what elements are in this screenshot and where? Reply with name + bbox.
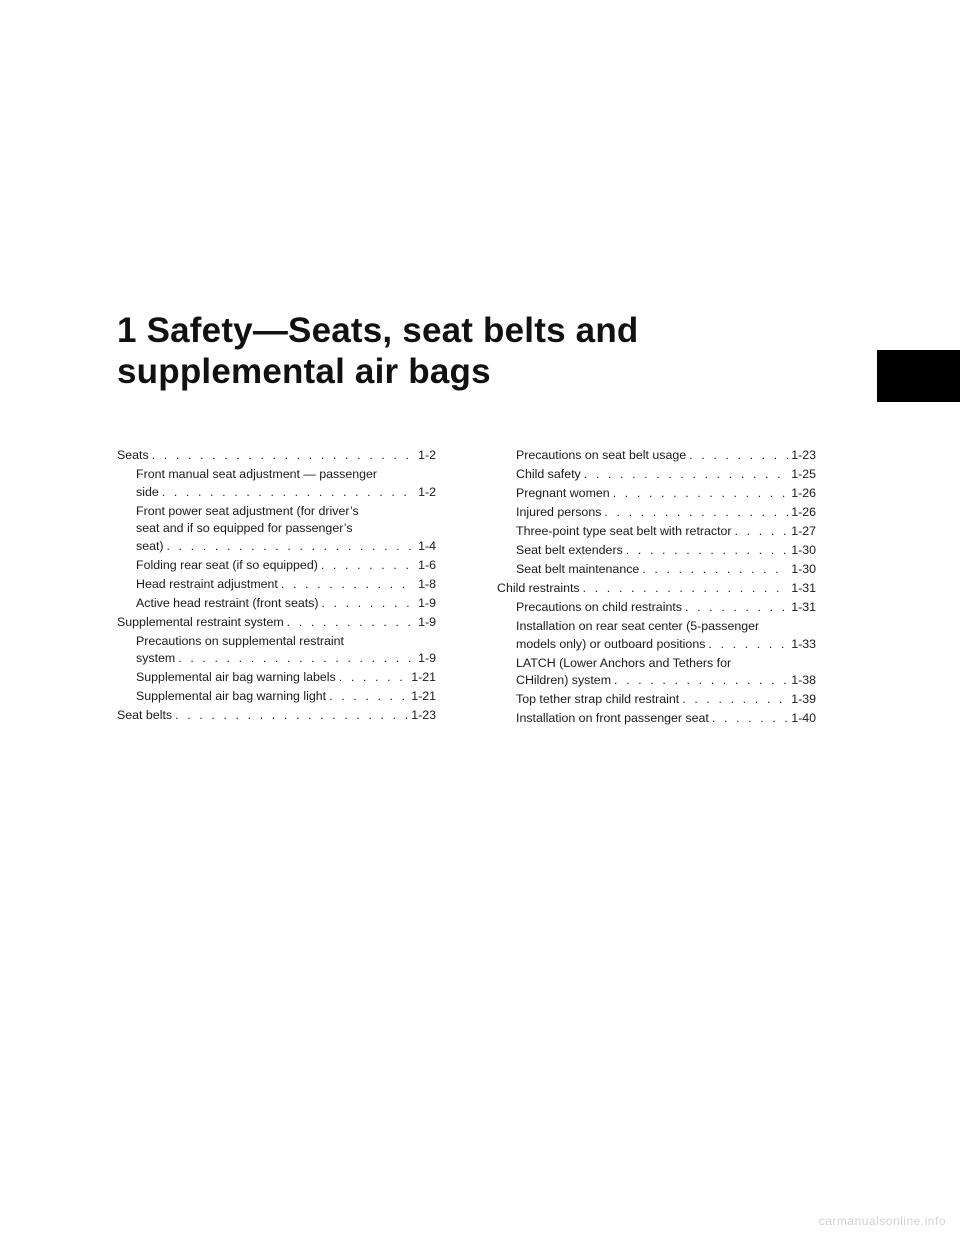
toc-entry-title: Pregnant women (516, 486, 610, 500)
toc-entry-title: seat) (136, 538, 164, 553)
toc-entry-page-number: 1-33 (791, 636, 816, 651)
toc-entry-line (117, 614, 436, 632)
dot-leader (613, 485, 789, 503)
toc-entry-page-number: 1-2 (418, 484, 436, 499)
dot-leader (178, 650, 415, 668)
toc-entry[interactable] (117, 576, 436, 594)
dot-leader (682, 691, 788, 709)
toc-entry-title: CHildren) system (516, 673, 612, 687)
toc-entry-page-number: 1-9 (418, 614, 436, 629)
toc-entry-line (516, 636, 816, 654)
toc-entry-title-line: seat and if so equipped for passenger’s (136, 521, 353, 535)
toc-entry-line (516, 447, 816, 465)
toc-entry-page-number: 1-38 (791, 673, 816, 687)
toc-entry-page-number: 1-31 (791, 581, 816, 595)
toc-entry-line (516, 523, 816, 541)
toc-entry-line (516, 561, 816, 579)
toc-entry[interactable] (117, 669, 436, 687)
toc-entry-line (136, 538, 436, 556)
toc-entry-line (516, 710, 816, 728)
toc-entry[interactable] (497, 447, 816, 465)
toc-entry-page-number: 1-31 (791, 600, 816, 614)
toc-entry[interactable] (497, 655, 816, 690)
toc-entry[interactable] (117, 707, 436, 725)
toc-entry-line (136, 595, 436, 613)
dot-leader (339, 669, 408, 687)
dot-leader (329, 688, 408, 706)
toc-entry-title: Three-point type seat belt with retractor (516, 524, 732, 538)
toc-entry-line (136, 484, 436, 502)
toc-entry[interactable] (117, 633, 436, 668)
toc-entry-title: Injured persons (516, 505, 602, 519)
toc-entry-line (516, 672, 816, 690)
toc-entry-page-number: 1-9 (418, 651, 436, 665)
dot-leader (322, 595, 416, 613)
toc-entry-line (117, 707, 436, 725)
dot-leader (708, 636, 788, 654)
toc-entry-page-number: 1-30 (791, 543, 816, 557)
toc-entry-title: Precautions on seat belt usage (516, 448, 687, 462)
dot-leader (584, 466, 788, 484)
toc-entry[interactable] (497, 466, 816, 484)
toc-entry-line (117, 447, 436, 465)
toc-entry[interactable] (497, 710, 816, 728)
toc-entry[interactable] (497, 523, 816, 541)
toc-entry-line (516, 466, 816, 484)
toc-entry[interactable] (117, 447, 436, 465)
toc-entry[interactable] (117, 614, 436, 632)
dot-leader (626, 542, 788, 560)
toc-entry-title: Installation on front passenger seat (516, 711, 709, 725)
toc-entry-line (516, 691, 816, 709)
dot-leader (167, 538, 416, 556)
toc-entry-title: system (136, 651, 176, 665)
toc-entry-line (516, 542, 816, 560)
toc-entry[interactable] (117, 466, 436, 501)
toc-entry-page-number: 1-6 (418, 557, 436, 572)
toc-entry-page-number: 1-21 (411, 689, 436, 703)
dot-leader (175, 707, 408, 725)
toc-entry-title: models only) or outboard positions (516, 636, 706, 651)
toc-entry[interactable] (497, 599, 816, 617)
toc-entry-title: Head restraint adjustment (136, 576, 278, 591)
toc-entry-page-number: 1-30 (791, 562, 816, 576)
toc-entry-line (136, 688, 436, 706)
dot-leader (685, 599, 788, 617)
toc-entry[interactable] (497, 485, 816, 503)
dot-leader (614, 672, 788, 690)
toc-entry-title: Seat belts (117, 708, 173, 722)
watermark: carmanualsonline.info (818, 1214, 946, 1228)
toc-entry-title: Supplemental air bag warning light (136, 689, 327, 703)
toc-column-right (497, 447, 816, 729)
toc-entry-title: Folding rear seat (if so equipped) (136, 557, 318, 572)
toc-entry-line (516, 504, 816, 522)
toc-entry-title-line: Front power seat adjustment (for driver’s (136, 503, 359, 518)
toc-entry-page-number: 1-26 (791, 505, 816, 519)
toc-entry-page-number: 1-23 (411, 708, 436, 722)
toc-entry[interactable] (117, 503, 436, 556)
toc-entry-title: Seat belt extenders (516, 543, 623, 557)
toc-entry-page-number: 1-23 (791, 448, 816, 462)
dot-leader (281, 576, 415, 594)
toc-entry-page-number: 1-27 (791, 524, 816, 538)
toc-entry-title: side (136, 484, 159, 499)
dot-leader (583, 580, 789, 598)
dot-leader (604, 504, 788, 522)
dot-leader (321, 557, 415, 575)
toc-entry-page-number: 1-26 (791, 486, 816, 500)
toc-entry-line (516, 485, 816, 503)
chapter-tab-marker (877, 350, 960, 402)
toc-entry-page-number: 1-39 (791, 692, 816, 706)
chapter-title-line-2: supplemental air bags (117, 352, 491, 391)
dot-leader (287, 614, 415, 632)
toc-column-left (117, 447, 436, 726)
toc-entry[interactable] (117, 688, 436, 706)
toc-entry-page-number: 1-9 (418, 595, 436, 610)
toc-entry-page-number: 1-4 (418, 538, 436, 553)
toc-entry[interactable] (497, 691, 816, 709)
toc-entry-title-line: Installation on rear seat center (5-passenger (516, 619, 760, 633)
toc-entry-title: Top tether strap child restraint (516, 692, 680, 706)
toc-entry-line (136, 557, 436, 575)
toc-entry-page-number: 1-8 (418, 576, 436, 591)
dot-leader (689, 447, 788, 465)
toc-entry-page-number: 1-2 (418, 448, 436, 462)
toc-entry-title: Supplemental restraint system (117, 614, 284, 629)
toc-entry-page-number: 1-21 (411, 670, 436, 684)
dot-leader (712, 710, 788, 728)
dot-leader (152, 447, 415, 465)
dot-leader (162, 484, 415, 502)
chapter-title (117, 310, 837, 392)
toc-entry[interactable] (497, 504, 816, 522)
toc-entry-line (136, 650, 436, 668)
toc-entry-line (516, 599, 816, 617)
toc-entry-line (136, 669, 436, 687)
toc-entry[interactable] (497, 561, 816, 579)
toc-entry[interactable] (497, 618, 816, 653)
toc-entry-title: Seats (117, 448, 149, 462)
toc-entry-title-line: Precautions on supplemental restraint (136, 633, 345, 648)
toc-entry-title: Supplemental air bag warning labels (136, 670, 336, 684)
toc-entry-line (497, 580, 816, 598)
toc-entry-page-number: 1-25 (791, 467, 816, 481)
toc-entry[interactable] (117, 557, 436, 575)
toc-entry[interactable] (497, 580, 816, 598)
dot-leader (735, 523, 789, 541)
dot-leader (642, 561, 788, 579)
toc-entry-title: Active head restraint (front seats) (136, 595, 319, 610)
toc-entry-title: Seat belt maintenance (516, 562, 640, 576)
chapter-title-line-1: 1 Safety—Seats, seat belts and (117, 311, 639, 350)
toc-entry[interactable] (497, 542, 816, 560)
toc-entry-page-number: 1-40 (791, 711, 816, 725)
toc-entry-title: Precautions on child restraints (516, 600, 682, 614)
toc-entry-title: Child safety (516, 467, 581, 481)
toc-entry-line (136, 576, 436, 594)
toc-entry[interactable] (117, 595, 436, 613)
toc-entry-title-line: LATCH (Lower Anchors and Tethers for (516, 655, 732, 670)
toc-entry-title: Child restraints (497, 581, 580, 595)
toc-entry-title-line: Front manual seat adjustment — passenger (136, 467, 378, 481)
